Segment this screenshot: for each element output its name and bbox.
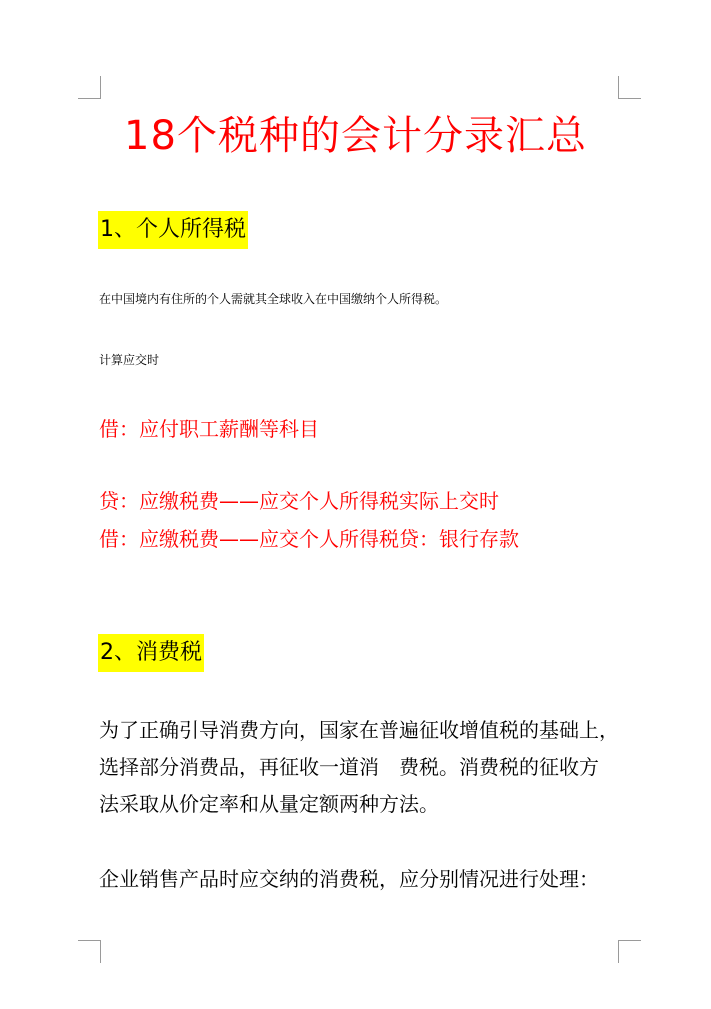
section1-calc-label: 计算应交时 [99, 353, 160, 367]
section2-paragraph-line: 选择部分消费品，再征收一道消 费税。消费税的征收方 [99, 755, 599, 779]
crop-mark-bottom-right [618, 940, 641, 963]
section-heading-personal-income-tax: 1、个人所得税 [98, 211, 248, 249]
section-heading-consumption-tax: 2、消费税 [98, 634, 204, 672]
document-title: 18个税种的会计分录汇总 [124, 113, 587, 159]
journal-entry-credit: 贷：应缴税费——应交个人所得税实际上交时 [99, 489, 499, 513]
section2-paragraph-line: 为了正确引导消费方向，国家在普遍征收增值税的基础上， [99, 718, 619, 742]
journal-entry-debit: 借：应付职工薪酬等科目 [99, 417, 319, 441]
crop-mark-bottom-left [78, 940, 101, 963]
crop-mark-top-left [78, 76, 101, 99]
crop-mark-top-right [618, 76, 641, 99]
journal-entry-payment: 借：应缴税费——应交个人所得税贷：银行存款 [99, 527, 519, 551]
section2-paragraph-line: 法采取从价定率和从量定额两种方法。 [99, 792, 439, 816]
section2-paragraph-2: 企业销售产品时应交纳的消费税，应分别情况进行处理： [99, 867, 599, 891]
section1-intro: 在中国境内有住所的个人需就其全球收入在中国缴纳个人所得税。 [99, 292, 448, 306]
